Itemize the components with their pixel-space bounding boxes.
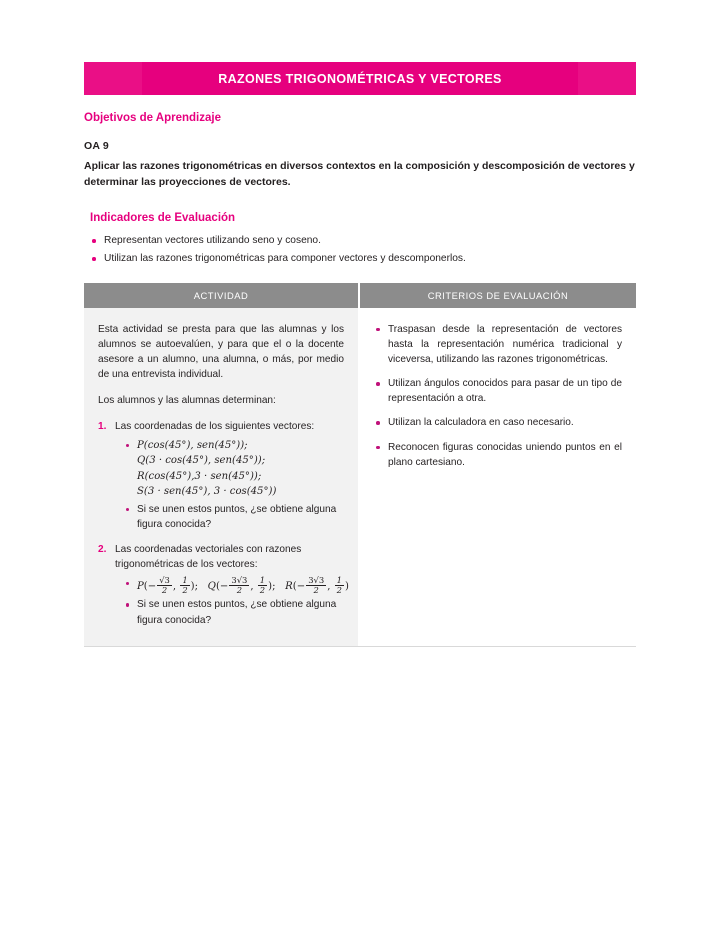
cell-activity — [84, 308, 360, 646]
list-item: Reconocen figuras conocidas uniendo puntos en el plano cartesiano. — [374, 440, 622, 470]
page-title: RAZONES TRIGONOMÉTRICAS Y VECTORES — [218, 71, 502, 86]
point-r: R(− $\frac{3√3}{2}$ , $\frac{1}{2}$ ) — [285, 574, 349, 596]
list-item: Representan vectores utilizando seno y coseno. — [90, 233, 636, 248]
item-2-question: Si se unen estos puntos, ¿se obtiene alguna figura conocida? — [125, 597, 344, 627]
indicadores-heading: Indicadores de Evaluación — [90, 212, 236, 225]
table-body-row — [84, 308, 636, 646]
objetivo-text: Aplicar las razones trigonométricas en diversos contextos en la composición y descomposición de vectores y determinar las proyecciones de vectores. — [84, 160, 635, 188]
activity-intro: Esta actividad se presta para que las alumnas y los alumnos se autoevalúen, y para que el o la docente asesore a un alumno, una alumna, o más, por medio de una entrevista individual. — [98, 323, 344, 381]
formula-s: S(3 · sen(45°), 3 · cos(45°)) — [137, 486, 277, 498]
indicadores-list — [84, 233, 636, 267]
point-p: P(− $\frac{√3}{2}$ , $\frac{1}{2}$ ); — [137, 574, 199, 596]
list-item: Utilizan la calculadora en caso necesario. — [374, 415, 622, 430]
coordinate-expression — [137, 574, 349, 596]
item-1-formulas — [125, 438, 344, 501]
formula-q: Q(3 · cos(45°), sen(45°)); — [137, 455, 266, 467]
item-2-sublist — [115, 574, 349, 628]
list-item: Utilizan ángulos conocidos para pasar de un tipo de representación a otra. — [374, 376, 622, 406]
item-1-sublist — [115, 438, 344, 533]
list-item-1 — [98, 419, 344, 532]
list-item: Utilizan las razones trigonométricas para componer vectores y descomponerlos. — [90, 251, 636, 266]
list-item-2 — [98, 542, 349, 627]
objetivo-code: OA 9 — [84, 140, 109, 152]
list-item: Traspasan desde la representación de vectores hasta la representación numérica tradicional y viceversa, utilizando las razones trigonométricas. — [374, 322, 622, 367]
objetivos-heading: Objetivos de Aprendizaje — [84, 112, 221, 124]
cell-criteria — [360, 308, 636, 646]
item-1-question: Si se unen estos puntos, ¿se obtiene alguna figura conocida? — [125, 502, 344, 532]
table-header-row — [84, 283, 636, 308]
item-2-lead: Las coordenadas vectoriales con razones trigonométricas de los vectores: — [115, 544, 302, 571]
point-q: Q(− $\frac{3√3}{2}$ , $\frac{1}{2}$ ); — [207, 574, 276, 596]
formula-r: R(cos(45°),3 · sen(45°)); — [137, 470, 262, 482]
activity-lead: Los alumnos y las alumnas determinan: — [98, 395, 276, 407]
banner-segment-right — [578, 62, 636, 95]
title-banner — [84, 62, 636, 95]
item-2-coordinates — [125, 574, 349, 596]
activity-numbered-list — [98, 419, 349, 627]
criteria-list — [374, 322, 622, 470]
column-header-activity: ACTIVIDAD — [84, 283, 360, 308]
column-header-criteria: CRITERIOS DE EVALUACIÓN — [360, 283, 636, 308]
activity-table — [84, 283, 636, 647]
banner-segment-left — [84, 62, 142, 95]
document-page — [84, 0, 636, 932]
formula-p: P(cos(45°), sen(45°)); — [137, 439, 248, 451]
item-1-lead: Las coordenadas de los siguientes vectores: — [115, 421, 315, 433]
